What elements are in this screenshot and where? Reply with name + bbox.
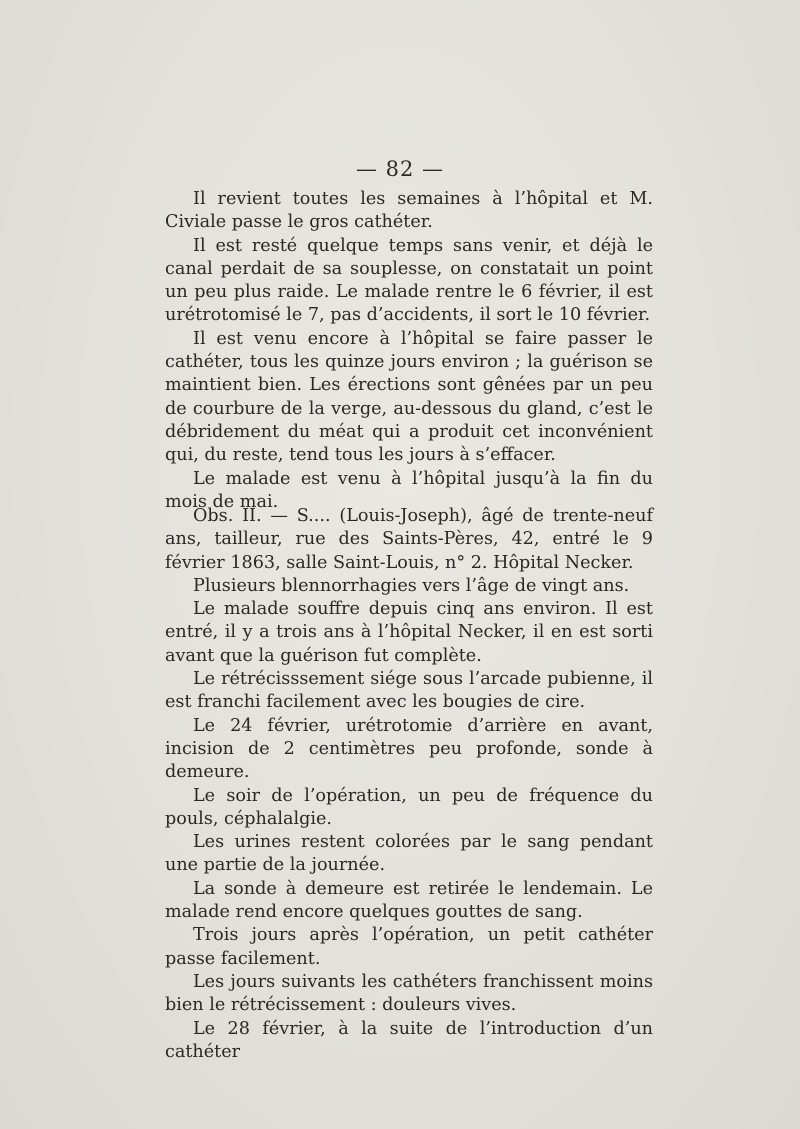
paragraph: Le malade souffre depuis cinq ans environ. Il est entré, il y a trois ans à l’hôpital Necker, il en est sorti avant que la guérison fut complète. (165, 599, 653, 666)
paragraph: Les jours suivants les cathéters franchissent moins bien le rétrécissement : douleurs vives. (165, 971, 653, 1016)
paragraph: Le rétrécisssement siége sous l’arcade pubienne, il est franchi facilement avec les bougies de cire. (165, 669, 653, 713)
paragraph: Trois jours après l’opération, un petit cathéter passe facilement. (165, 925, 653, 969)
paragraph: Les urines restent colorées par le sang pendant une partie de la journée. (165, 832, 653, 876)
paragraph: Le 24 février, urétrotomie d’arrière en avant, incision de 2 centimètres peu profonde, sonde à demeure. (165, 715, 653, 783)
paragraph: Il est resté quelque temps sans venir, et déjà le canal perdait de sa souplesse, on constatait un point un peu plus raide. Le malade rentre le 6 février, il est urétrotomisé le 7, pas d’accidents, il sort le 10 février. (165, 235, 653, 326)
paragraph: Le soir de l’opération, un peu de fréquence du pouls, céphalalgie. (165, 785, 653, 829)
observation-heading-paragraph: Obs. II. — S.... (Louis-Joseph), âgé de trente-neuf ans, tailleur, rue des Saints-Pères, 42, entré le 9 février 1863, salle Saint-Louis, n° 2. Hôpital Necker. (165, 506, 653, 573)
text-section-1 (165, 188, 653, 514)
paragraph: Il est venu encore à l’hôpital se faire passer le cathéter, tous les quinze jours environ ; la guérison se maintient bien. Les érections sont gênées par un peu de courbure de la verge, au-dessous du gland, c’est le débridement du méat qui a produit cet inconvénient qui, du reste, tend tous les jours à s’effacer. (165, 328, 653, 466)
paragraph: Plusieurs blennorrhagies vers l’âge de vingt ans. (193, 575, 630, 596)
text-section-2 (165, 505, 653, 1064)
paragraph: Le 28 février, à la suite de l’introduction d’un cathéter (165, 1018, 653, 1062)
paragraph: Il revient toutes les semaines à l’hôpital et M. Civiale passe le gros cathéter. (165, 189, 653, 233)
page-number: — 82 — (355, 157, 445, 181)
paragraph: La sonde à demeure est retirée le lendemain. Le malade rend encore quelques gouttes de sang. (165, 878, 653, 923)
paragraph: Le malade est venu à l’hôpital jusqu’à la fin du mois de mai. (165, 468, 653, 512)
